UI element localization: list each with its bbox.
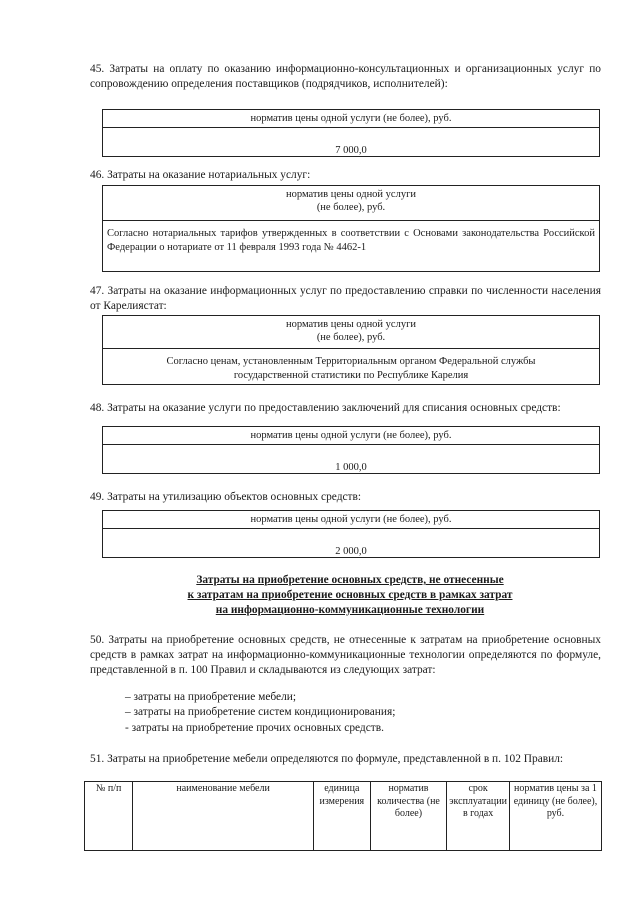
section-47-text: 47. Затраты на оказание информационных услуг по предоставлению справки по численности населения от Карелиястат:: [90, 285, 601, 312]
col-furniture-name: наименование мебели: [133, 782, 314, 851]
col-quantity-norm: норматив количества (не более): [370, 782, 446, 851]
section-46-table-value: Согласно нотариальных тарифов утвержденных в соответствии с Основами законодательства Российской Федерации о нотариате от 11 февраля 1993 года № 4462-1: [107, 228, 595, 253]
section-49-table-header: норматив цены одной услуги (не более), руб.: [103, 511, 599, 529]
col-number: № п/п: [85, 782, 133, 851]
section-48-text: 48. Затраты на оказание услуги по предоставлению заключений для списания основных средств:: [90, 402, 561, 414]
col-unit: единица измерения: [313, 782, 370, 851]
col-price-norm: норматив цены за 1 единицу (не более), руб.: [509, 782, 601, 851]
section-47-header-line1: норматив цены одной услуги: [285, 319, 417, 330]
heading-line-1: Затраты на приобретение основных средств, не отнесенные: [196, 574, 504, 586]
section-50-list: [125, 690, 585, 736]
list-item: – затраты на приобретение систем кондиционирования;: [125, 706, 396, 719]
section-49-text: 49. Затраты на утилизацию объектов основных средств:: [90, 491, 362, 503]
section-45-table-header: норматив цены одной услуги (не более), руб.: [103, 110, 599, 128]
section-45-text: 45. Затраты на оплату по оказанию информационно-консультационных и организационных услуг по сопровождению определения поставщиков (подрядчиков, исполнителей):: [90, 63, 601, 90]
heading-line-2: к затратам на приобретение основных средств в рамках затрат: [187, 588, 513, 601]
section-45-table-value: 7 000,0: [335, 145, 367, 156]
section-49-table: [102, 510, 600, 558]
section-heading: [150, 573, 550, 617]
section-51-text: 51. Затраты на приобретение мебели определяются по формуле, представленной в п. 102 Правил:: [90, 753, 564, 765]
section-48-table-value: 1 000,0: [335, 462, 367, 473]
section-46-header-line2: (не более), руб.: [316, 202, 386, 214]
section-46-table: [102, 185, 600, 272]
section-46-table-header: [103, 186, 599, 221]
section-50-text: 50. Затраты на приобретение основных средств, не отнесенные к затратам на приобретение основных средств в рамках затрат на информационно-коммуникационные технологии определяются по формуле, представленной в п. 100 Правил и складываются из следующих затрат:: [90, 634, 601, 676]
list-item: - затраты на приобретение прочих основных средств.: [125, 721, 384, 734]
table-header-row: [85, 782, 602, 851]
section-46-header-line1: норматив цены одной услуги: [285, 189, 417, 200]
section-46-text: 46. Затраты на оказание нотариальных услуг:: [90, 169, 311, 181]
heading-line-3: на информационно-коммуникационные технологии: [215, 603, 485, 616]
section-47-table-header: [103, 316, 599, 349]
section-48-table-header: норматив цены одной услуги (не более), руб.: [103, 427, 599, 445]
section-47-header-line2: (не более), руб.: [316, 332, 386, 344]
section-47-table-value: Согласно ценам, установленным Территориальным органом Федеральной службы государственной статистики по Республике Карелия: [166, 356, 536, 381]
col-service-life: срок эксплуатации в годах: [447, 782, 510, 851]
section-47-table: [102, 315, 600, 385]
section-45-table: [102, 109, 600, 157]
list-item: – затраты на приобретение мебели;: [125, 691, 297, 703]
section-48-table: [102, 426, 600, 474]
furniture-table: [84, 781, 602, 851]
section-49-table-value: 2 000,0: [335, 546, 367, 557]
